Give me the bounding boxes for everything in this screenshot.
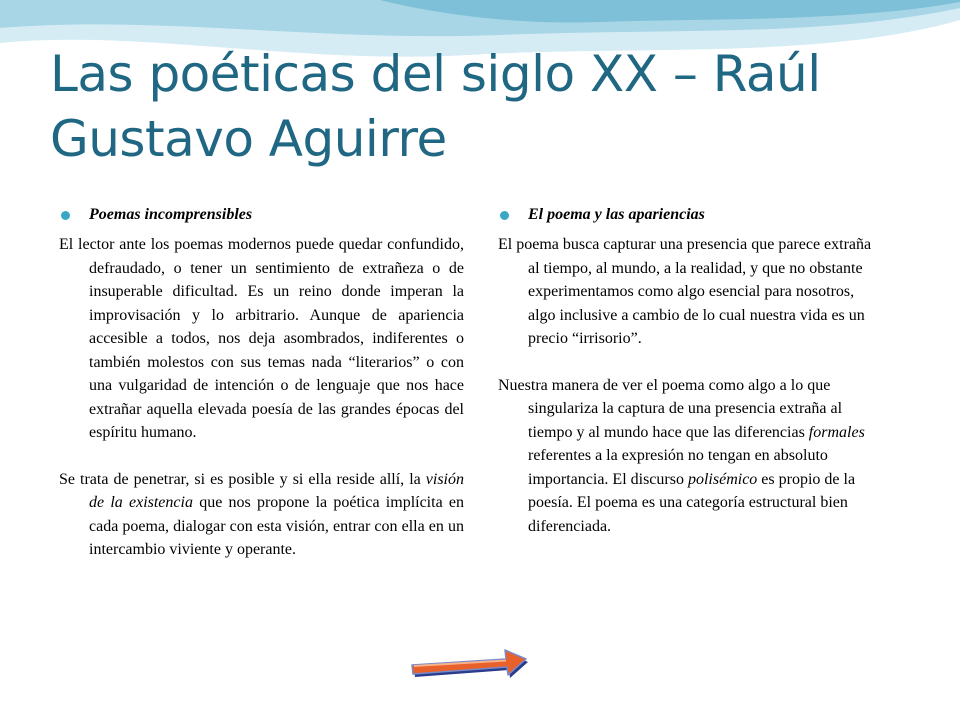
left-p2-italic: visión de la existencia	[89, 470, 464, 511]
right-paragraph-1: El poema busca capturar una presencia que parece extraña al tiempo, al mundo, a la realidad, y que no obstante experimentamos como algo esencial para nosotros, algo inclusive a cambio de lo cual nuestra vida es un precio “irrisorio”.	[498, 236, 872, 347]
left-p2-text-c: que nos propone la poética implícita en cada poema, dialogar con esta visión, entrar con ella en un intercambio viviente y operante.	[89, 494, 465, 558]
left-bullet	[59, 205, 464, 225]
right-bullet	[498, 205, 876, 225]
left-column	[59, 205, 464, 585]
right-p2-italic-formales: formales	[808, 423, 865, 441]
bullet-dot-icon	[61, 211, 70, 220]
slide-title: Las poéticas del siglo XX – Raúl Gustavo Aguirre	[50, 45, 821, 168]
left-p2-text-a: Se trata de penetrar, si es posible y si ella reside allí, la	[59, 470, 426, 488]
arrow-right-icon	[412, 650, 528, 678]
right-p2-text-e: es propio de la poesía. El poema es una categoría estructural bien diferenciada.	[528, 470, 856, 535]
right-p2-text-c: referentes a la expresión no tengan en absoluto importancia. El discurso	[528, 447, 828, 488]
left-paragraph-2	[59, 468, 464, 562]
next-arrow-button[interactable]	[408, 648, 532, 686]
left-heading: Poemas incomprensibles	[89, 206, 253, 223]
right-p2-italic-polisemico: polisémico	[687, 470, 758, 488]
bullet-dot-icon	[500, 211, 509, 220]
right-heading: El poema y las apariencias	[528, 206, 705, 223]
right-p2-text-a: Nuestra manera de ver el poema como algo a lo que singulariza la captura de una presencia extraña al tiempo y al mundo hace que las diferencias	[498, 376, 843, 441]
right-paragraph-2	[498, 374, 876, 539]
right-column	[498, 205, 876, 561]
left-paragraph-1: El lector ante los poemas modernos puede quedar confundido, defraudado, o tener un sentimiento de extrañeza o de insuperable dificultad. Es un reino donde imperan la improvisación y lo arbitrario. Aunque de apariencia accesible a todos, nos deja asombrados, indiferentes o también molestos con sus temas nada “literarios” o con una vulgaridad de intención o de lenguaje que nos hace extrañar aquella elevada poesía de las grandes épocas del espíritu humano.	[59, 236, 464, 441]
